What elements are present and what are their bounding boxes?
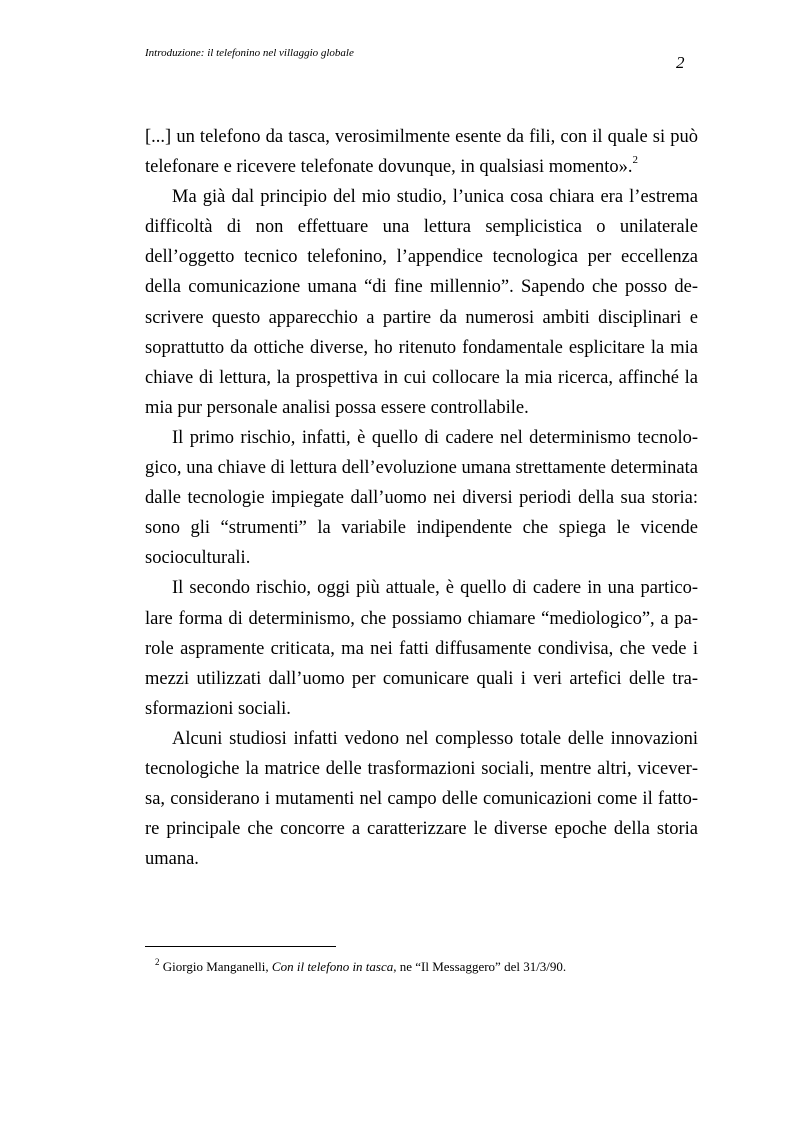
page-number: 2 (676, 53, 685, 72)
running-header: Introduzione: il telefonino nel villaggio globale (145, 47, 354, 59)
paragraph-4: Il secondo rischio, oggi più attuale, è quello di cadere in una particolare forma di determinismo, che possiamo chiamare “mediologico”, a parole aspramente criticata, ma nei fatti diffusamente condivisa, che vede i mezzi utilizzati dall’uomo per comunicare quali i veri artefici delle trasformazioni sociali. (145, 578, 698, 719)
footnote-source: , ne “Il Messaggero” del 31/3/90. (393, 959, 567, 974)
paragraph-1 (145, 122, 698, 182)
paragraph-5: Alcuni studiosi infatti vedono nel complesso totale delle innovazioni tecnologiche la matrice delle trasformazioni sociali, mentre altri, viceversa, considerano i mutamenti nel campo delle comunicazioni come il fattore principale che concorre a caratterizzare le diverse epoche della storia umana. (145, 728, 698, 870)
paragraph-2: Ma già dal principio del mio studio, l’unica cosa chiara era l’estrema difficoltà di non effettuare una lettura semplicistica o unilaterale dell’oggetto tecnico telefonino, l’appendice tecnologica per eccellenza della comunicazione umana “di fine millennio”. Sapendo che posso descrivere questo apparecchio a partire da numerosi ambiti disciplinari e soprattutto da ottiche diverse, ho ritenuto fondamentale esplicitare la mia chiave di lettura, la prospettiva in cui collocare la mia ricerca, affinché la mia pur personale analisi possa essere controllabile. (145, 187, 698, 418)
paragraph-1-text: [...] un telefono da tasca, verosimilmente esente da fili, con il quale si può telefonare e ricevere telefonate dovunque, in qualsiasi momento». (145, 127, 698, 178)
footnote-reference: 2 (632, 153, 638, 166)
footnote-number: 2 (155, 956, 160, 967)
footnote-divider (145, 946, 336, 947)
footnote-author: Giorgio Manganelli, (162, 959, 269, 974)
body-text (145, 122, 698, 874)
paragraph-3: Il primo rischio, infatti, è quello di cadere nel determinismo tecnologico, una chiave di lettura dell’evoluzione umana strettamente determinata dalle tecnologie impiegate dall’uomo nei diversi periodi della sua storia: sono gli “strumenti” la variabile indipendente che spiega le vicende socioculturali. (145, 427, 698, 569)
footnote-title: Con il telefono in tasca (271, 959, 394, 974)
footnote (155, 958, 695, 976)
